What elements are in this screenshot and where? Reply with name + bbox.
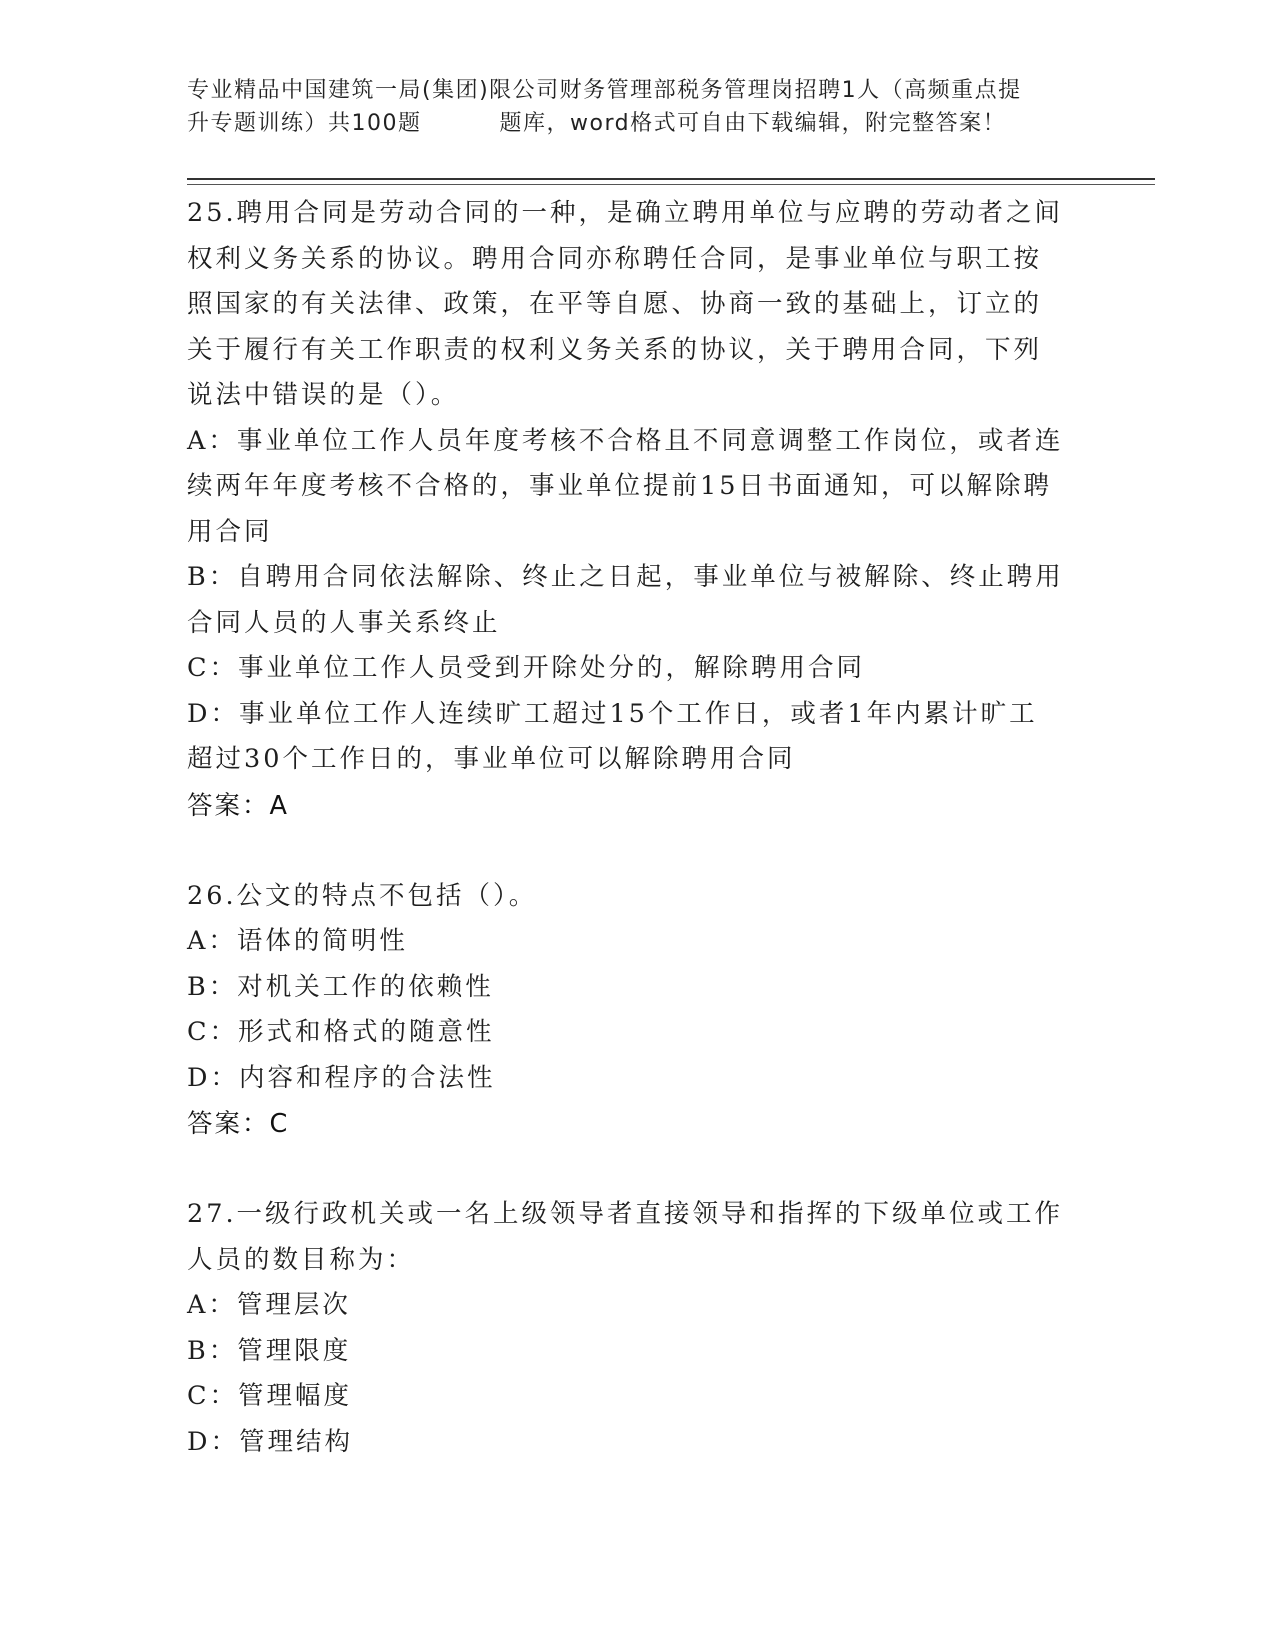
option-b-line: 合同人员的人事关系终止 xyxy=(187,607,501,638)
header-line-2-right: 题库，word格式可自由下载编辑，附完整答案！ xyxy=(499,111,1007,136)
header-line-1: 专业精品中国建筑一局(集团)限公司财务管理部税务管理岗招聘1人（高频重点提 xyxy=(187,78,1022,103)
question-stem-line: 26.公文的特点不包括（）。 xyxy=(187,880,538,911)
option-c-line: C：管理幅度 xyxy=(187,1381,353,1411)
question-27 xyxy=(187,1192,1087,1465)
option-a-line: 续两年年度考核不合格的，事业单位提前15日书面通知，可以解除聘 xyxy=(187,471,1052,501)
option-a-line: A：管理层次 xyxy=(187,1290,351,1320)
question-stem-line: 说法中错误的是（）。 xyxy=(187,380,460,410)
option-b-line: B：自聘用合同依法解除、终止之日起，事业单位与被解除、终止聘用 xyxy=(187,562,1064,592)
page-header xyxy=(187,74,1087,140)
question-stem-line: 权利义务关系的协议。聘用合同亦称聘任合同，是事业单位与职工按 xyxy=(187,243,1043,274)
option-a-line: A：语体的简明性 xyxy=(187,926,408,956)
option-d-line: D：事业单位工作人连续旷工超过15个工作日，或者1年内累计旷工 xyxy=(187,698,1038,729)
header-divider-thick xyxy=(187,178,1155,180)
question-stem-line: 27.一级行政机关或一名上级领导者直接领导和指挥的下级单位或工作 xyxy=(187,1199,1064,1229)
option-b-line: B：对机关工作的依赖性 xyxy=(187,971,494,1002)
option-d-line: D：内容和程序的合法性 xyxy=(187,1062,496,1093)
option-a-line: 用合同 xyxy=(187,516,273,547)
answer-label: 答案：C xyxy=(187,1109,290,1139)
answer-label: 答案：A xyxy=(187,790,289,821)
question-stem-line: 25.聘用合同是劳动合同的一种，是确立聘用单位与应聘的劳动者之间 xyxy=(187,198,1064,228)
header-line-2 xyxy=(187,107,1087,140)
option-c-line: C：事业单位工作人员受到开除处分的，解除聘用合同 xyxy=(187,653,866,683)
option-d-line: 超过30个工作日的，事业单位可以解除聘用合同 xyxy=(187,744,796,774)
option-d-line: D：管理结构 xyxy=(187,1426,353,1457)
header-divider-thin xyxy=(187,184,1155,185)
question-26 xyxy=(187,874,1087,1148)
option-b-line: B：管理限度 xyxy=(187,1335,352,1366)
header-line-2-left: 升专题训练）共100题 xyxy=(187,111,422,136)
question-25 xyxy=(187,191,1087,829)
question-list xyxy=(187,191,1087,1510)
question-stem-line: 人员的数目称为： xyxy=(187,1244,416,1275)
question-stem-line: 照国家的有关法律、政策，在平等自愿、协商一致的基础上，订立的 xyxy=(187,289,1043,319)
option-c-line: C：形式和格式的随意性 xyxy=(187,1017,495,1047)
question-stem-line: 关于履行有关工作职责的权利义务关系的协议，关于聘用合同，下列 xyxy=(187,334,1043,365)
option-a-line: A：事业单位工作人员年度考核不合格且不同意调整工作岗位，或者连 xyxy=(187,425,1064,456)
